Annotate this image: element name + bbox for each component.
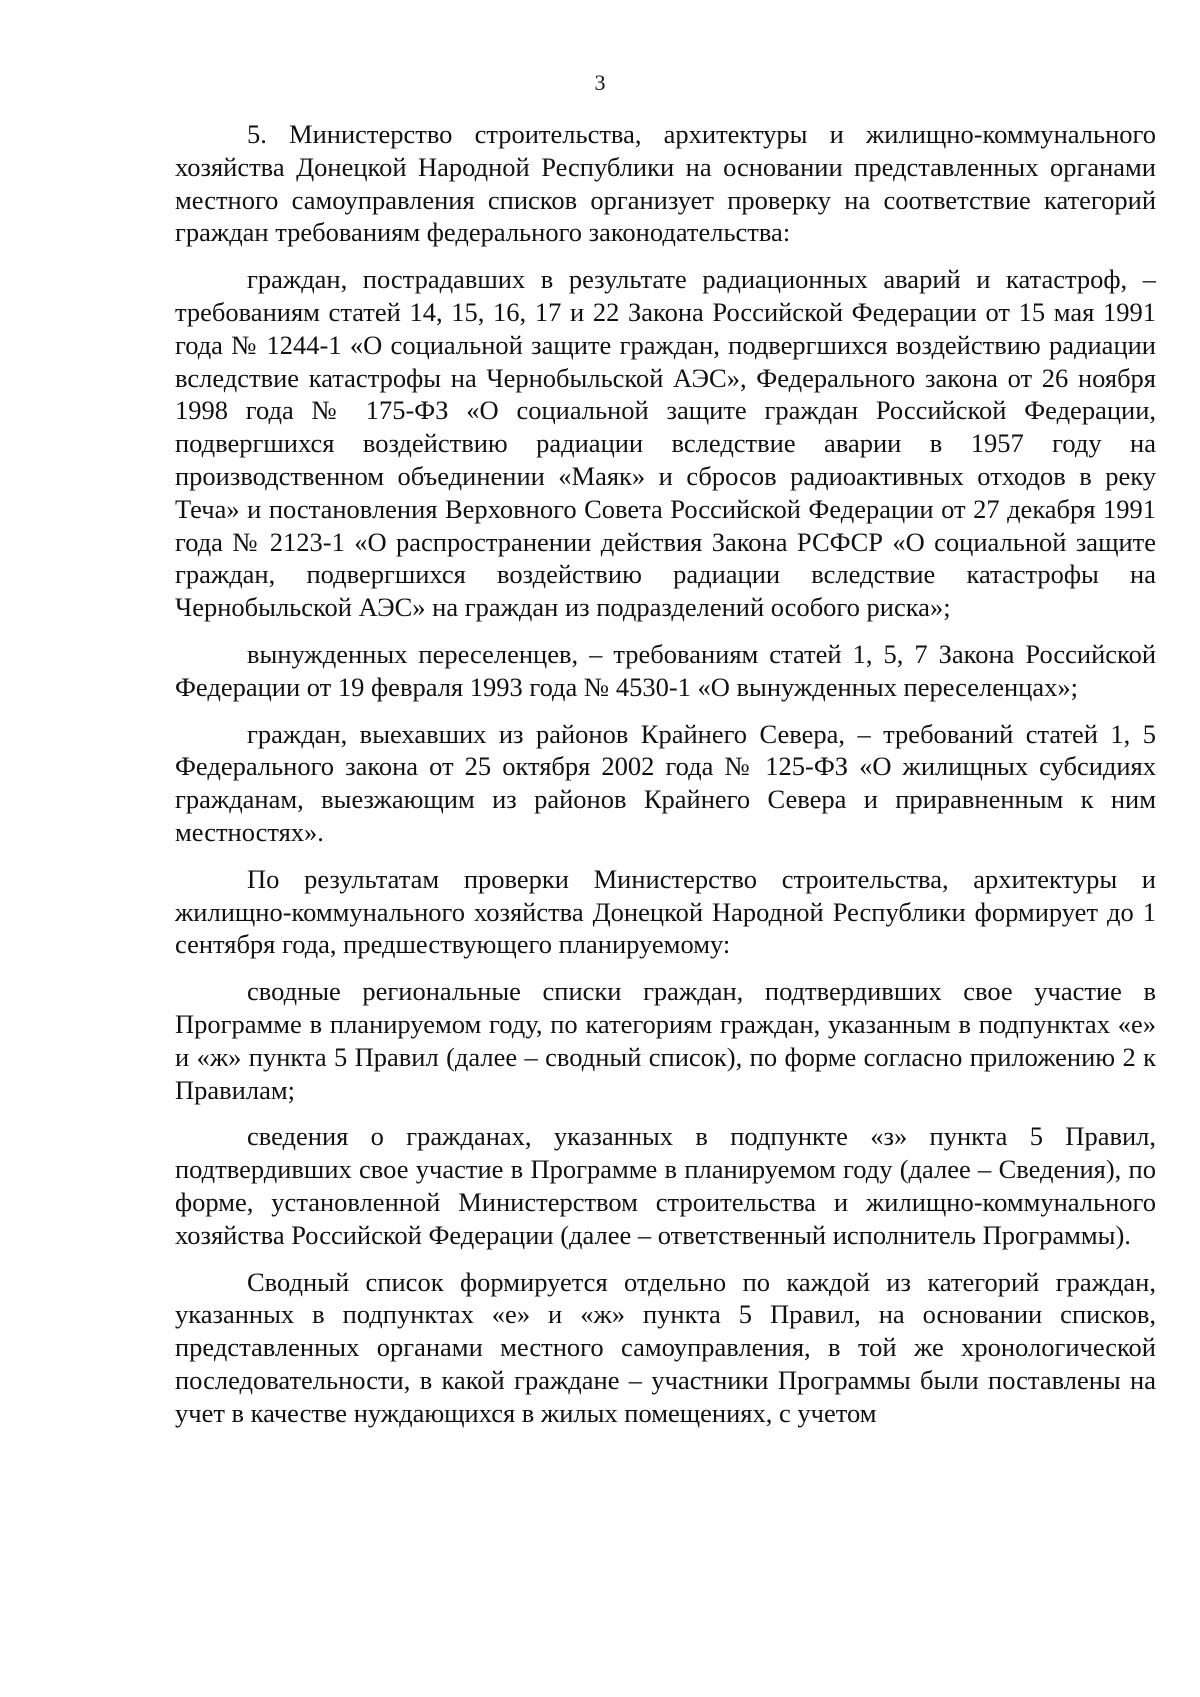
paragraph-far-north: граждан, выехавших из районов Крайнего Севера, – требований статей 1, 5 Федерального закона от 25 октября 2002 года № 125-ФЗ «О жилищных субсидиях гражданам, выезжающим из районов Крайнего Севера и приравненным к ним местностях». (175, 718, 1156, 847)
paragraph-list-formation: Сводный список формируется отдельно по каждой из категорий граждан, указанных в подпунктах «е» и «ж» пункта 5 Правил, на основании списков, представленных органами местного самоуправления, в той же хронологической последовательности, в какой граждане – участники Программы были поставлены на учет в качестве нуждающихся в жилых помещениях, с учетом (175, 1266, 1156, 1428)
paragraph-consolidated-lists: сводные региональные списки граждан, подтвердивших свое участие в Программе в планируемом году, по категориям граждан, указанным в подпунктах «е» и «ж» пункта 5 Правил (далее – сводный список), по форме согласно приложению 2 к Правилам; (175, 976, 1156, 1105)
paragraph-check-results: По результатам проверки Министерство строительства, архитектуры и жилищно-коммунального хозяйства Донецкой Народной Республики формирует до 1 сентября года, предшествующего планируемому: (175, 863, 1156, 960)
document-body (175, 118, 1156, 1429)
paragraph-radiation-victims: граждан, пострадавших в результате радиационных аварий и катастроф, – требованиям статей 14, 15, 16, 17 и 22 Закона Российской Федерации от 15 мая 1991 года № 1244-1 «О социальной защите граждан, подвергшихся воздействию радиации вследствие катастрофы на Чернобыльской АЭС», Федерального закона от 26 ноября 1998 года № 175-ФЗ «О социальной защите граждан Российской Федерации, подвергшихся воздействию радиации вследствие аварии в 1957 году на производственном объединении «Маяк» и сбросов радиоактивных отходов в реку Теча» и постановления Верховного Совета Российской Федерации от 27 декабря 1991 года № 2123-1 «О распространении действия Закона РСФСР «О социальной защите граждан, подвергшихся воздействию радиации вследствие катастрофы на Чернобыльской АЭС» на граждан из подразделений особого риска»; (175, 264, 1156, 623)
paragraph-forced-migrants: вынужденных переселенцев, – требованиям статей 1, 5, 7 Закона Российской Федерации от 19 февраля 1993 года № 4530-1 «О вынужденных переселенцах»; (175, 638, 1156, 702)
page-number: 3 (594, 70, 606, 95)
paragraph-point-5: 5. Министерство строительства, архитектуры и жилищно-коммунального хозяйства Донецкой Народной Республики на основании представленных органами местного самоуправления списков организует проверку на соответствие категорий граждан требованиям федерального законодательства: (175, 119, 1156, 248)
paragraph-citizen-info: сведения о гражданах, указанных в подпункте «з» пункта 5 Правил, подтвердивших свое участие в Программе в планируемом году (далее – Сведения), по форме, установленной Министерством строительства и жилищно-коммунального хозяйства Российской Федерации (далее – ответственный исполнитель Программы). (175, 1121, 1156, 1250)
